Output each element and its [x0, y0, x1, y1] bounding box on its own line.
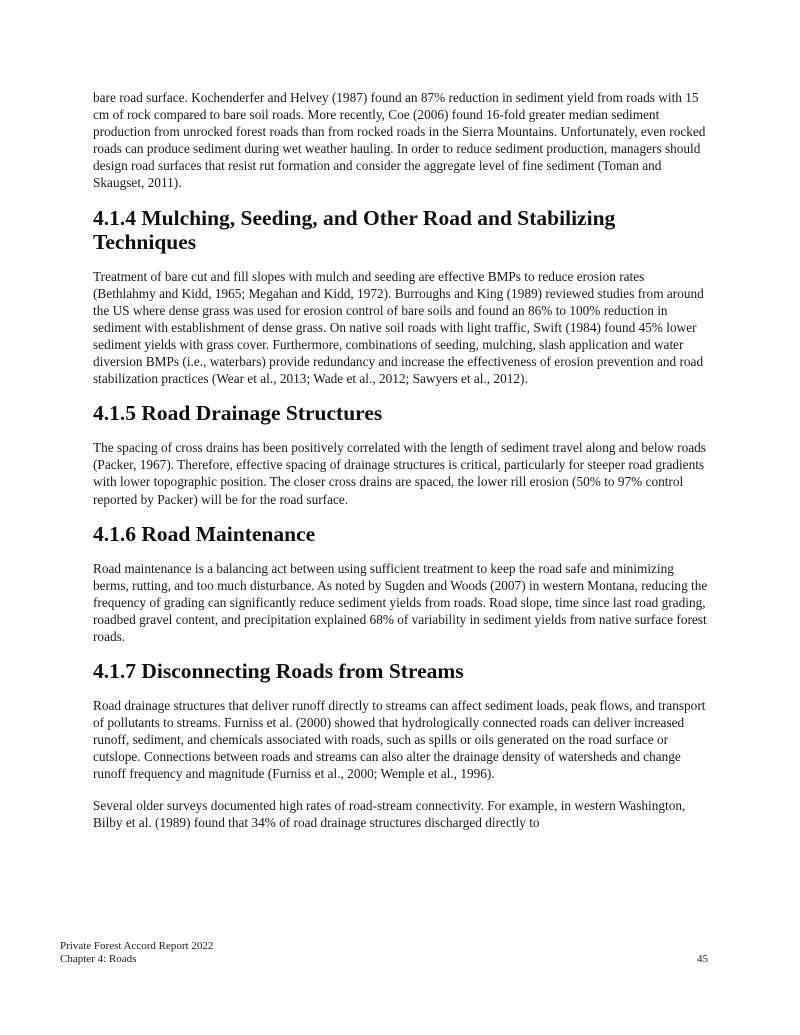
section-paragraph: Road maintenance is a balancing act between using sufficient treatment to keep the road safe and minimizing berms, rutting, and too much disturbance. As noted by Sugden and Woods (2007) in western Montana, reducing the frequency of grading can significantly reduce sediment yields from roads. Road slope, time since last road grading, roadbed gravel content, and precipitation explained 68% of variability in sediment yields from native surface forest roads.: [93, 560, 708, 644]
page-footer: [60, 940, 708, 966]
page-number: 45: [697, 953, 708, 965]
footer-report-title: Private Forest Accord Report 2022: [60, 940, 214, 952]
section-paragraph: The spacing of cross drains has been positively correlated with the length of sediment travel along and below roads (Packer, 1967). Therefore, effective spacing of drainage structures is critical, particularly for steeper road gradients with lower topographic position. The closer cross drains are spaced, the lower rill erosion (50% to 97% control reported by Packer) will be for the road surface.: [93, 440, 706, 507]
section-paragraph: Treatment of bare cut and fill slopes with mulch and seeding are effective BMPs to reduce erosion rates (Bethlahmy and Kidd, 1965; Megahan and Kidd, 1972). Burroughs and King (1989) reviewed studies from around the US where dense grass was used for erosion control of bare soils and found an 86% to 100% reduction in sediment with establishment of dense grass. On native soil roads with light traffic, Swift (1984) found 45% lower sediment yields with grass cover. Furthermore, combinations of seeding, mulching, slash application and water diversion BMPs (i.e., waterbars) provide redundancy and increase the effectiveness of erosion prevention and road stabilization practices (Wear et al., 2013; Wade et al., 2012; Sawyers et al., 2012).: [93, 268, 704, 387]
footer-chapter: Chapter 4: Roads: [60, 953, 137, 965]
section-paragraph: Several older surveys documented high rates of road-stream connectivity. For example, in western Washington, Bilby et al. (1989) found that 34% of road drainage structures discharged directly to: [93, 797, 686, 830]
document-body: [93, 89, 710, 845]
section-heading-drainage: 4.1.5 Road Drainage Structures: [93, 401, 383, 426]
section-heading-mulching: 4.1.4 Mulching, Seeding, and Other Road and Stabilizing Techniques: [93, 205, 616, 254]
intro-paragraph: bare road surface. Kochenderfer and Helvey (1987) found an 87% reduction in sediment yield from roads with 15 cm of rock compared to bare soil roads. More recently, Coe (2006) found 16-fold greater median sediment production from unrocked forest roads than from rocked roads in the Sierra Mountains. Unfortunately, even rocked roads can produce sediment during wet weather hauling. In order to reduce sediment production, managers should design road surfaces that resist rut formation and consider the aggregate level of fine sediment (Toman and Skaugset, 2011).: [93, 90, 706, 191]
section-heading-maintenance: 4.1.6 Road Maintenance: [93, 521, 316, 546]
section-heading-disconnecting: 4.1.7 Disconnecting Roads from Streams: [93, 659, 464, 684]
section-paragraph: Road drainage structures that deliver runoff directly to streams can affect sediment loads, peak flows, and transport of pollutants to streams. Furniss et al. (2000) showed that hydrologically connected roads can deliver increased runoff, sediment, and chemicals associated with roads, such as spills or oils generated on the road surface or cutslope. Connections between roads and streams can also alter the drainage density of watersheds and change runoff frequency and magnitude (Furniss et al., 2000; Wemple et al., 1996).: [93, 698, 706, 782]
